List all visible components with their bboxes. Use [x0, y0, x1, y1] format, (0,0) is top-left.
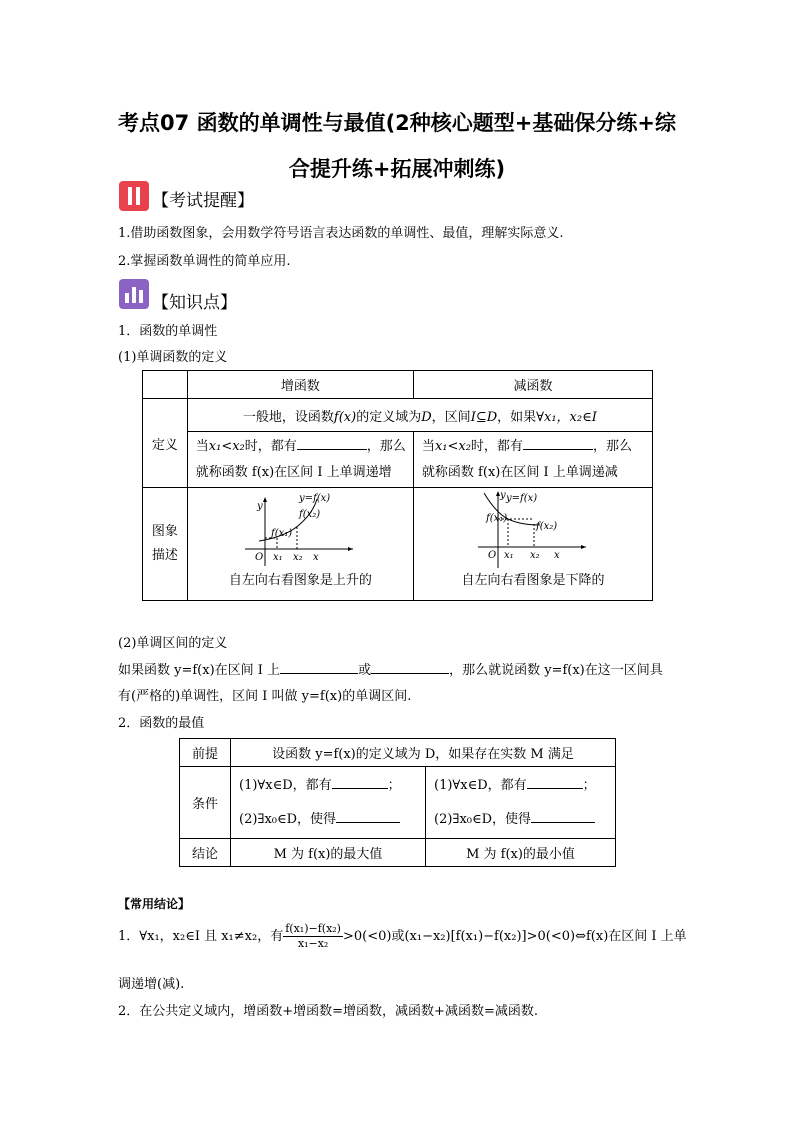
conclusion-1-cont: 调递增(减).: [118, 977, 185, 992]
conclusion-max: M 为 f(x)的最大值: [231, 839, 426, 867]
label-dec-fx1: f(x₁): [485, 513, 508, 524]
interval-blank-1: [280, 661, 358, 674]
common-text-g: ，如果∀: [497, 409, 544, 425]
label-dec-yfx: y=f(x): [505, 493, 538, 504]
label-dec-x2: x₂: [529, 550, 540, 561]
row-label-condition: 条件: [180, 767, 231, 839]
dec-text-c: 时，都有: [470, 438, 523, 454]
conclusion-1-text-a: 1．∀x₁，x₂∈I 且 x₁≠x₂，有: [118, 929, 284, 944]
conclusions-heading: 【常用结论】: [118, 897, 191, 911]
row-label-conclusion: 结论: [180, 839, 231, 867]
conclusion-min: M 为 f(x)的最小值: [426, 839, 616, 867]
row-label-definition: 定义: [143, 399, 188, 488]
cond-min-2a: (2)∃x₀∈D，使得: [434, 811, 532, 827]
increasing-graph: [245, 491, 355, 567]
label-inc-y: y: [257, 501, 263, 512]
inc-blank: [297, 437, 367, 450]
extremum-table: [179, 738, 616, 867]
knowledge-icon: [119, 279, 149, 309]
condition-min: [426, 767, 616, 839]
cond-min-blank-1: [527, 776, 583, 789]
graph-decreasing-cell: [413, 488, 652, 601]
subheading-monotonic-def: (1)单调函数的定义: [118, 350, 228, 365]
graph-increasing-cell: [187, 488, 413, 601]
common-text-f: I⊆D: [470, 409, 498, 425]
interval-paragraph: [118, 658, 688, 710]
label-inc-O: O: [255, 552, 264, 563]
frac-denominator: x₁−x₂: [297, 937, 329, 950]
title-line-1: 考点07 函数的单调性与最值(2种核心题型+基础保分练+综: [118, 111, 676, 135]
caption-decreasing: 自左向右看图象是下降的: [461, 573, 605, 588]
label-dec-O: O: [487, 550, 497, 561]
cond-max-blank-1: [332, 776, 388, 789]
conclusion-1: [118, 922, 688, 951]
conclusion-2: 2．在公共定义域内，增函数+增函数=增函数，减函数+减函数=减函数.: [118, 1004, 538, 1019]
header-decreasing: 减函数: [413, 371, 652, 399]
label-inc-fx2: f(x₂): [299, 509, 321, 520]
reminder-icon: [119, 181, 149, 211]
label-dec-x: x: [553, 550, 560, 561]
definition-decreasing: [413, 432, 652, 488]
dec-text-b: x₁<x₂: [434, 438, 471, 454]
cond-min-1a: (1)∀x∈D，都有: [434, 777, 527, 793]
condition-max: [231, 767, 426, 839]
inc-text-a: 当: [195, 438, 209, 454]
interval-text-c: ，那么就说函数 y=f(x)在这一区间具: [449, 663, 663, 678]
definition-increasing: [187, 432, 413, 488]
reminder-item-2: 2.掌握函数单调性的简单应用.: [118, 254, 291, 269]
subheading-monotonicity: 1．函数的单调性: [118, 324, 218, 339]
interval-blank-2: [371, 661, 449, 674]
label-dec-y: y: [499, 490, 506, 501]
label-inc-yfx: y=f(x): [299, 493, 331, 504]
definition-common: [187, 399, 652, 432]
label-dec-x1: x₁: [503, 550, 514, 561]
page-title: [100, 100, 694, 192]
cond-max-2a: (2)∃x₀∈D，使得: [239, 811, 337, 827]
conclusion-1-text-b: >0(<0)或(x₁−x₂)[f(x₁)−f(x₂)]>0(<0)⇔f(x)在区间 I 上单: [342, 929, 687, 944]
inc-text-line2: 就称函数 f(x)在区间 I 上单调递增: [195, 464, 392, 480]
reminder-item-1: 1.借助函数图象，会用数学符号语言表达函数的单调性、最值，理解实际意义.: [118, 226, 564, 241]
table1-corner: [143, 371, 188, 399]
label-inc-x: x: [313, 552, 319, 563]
interval-text-line2: 有(严格的)单调性，区间 I 叫做 y=f(x)的单调区间.: [118, 689, 412, 704]
label-inc-x2: x₂: [293, 552, 303, 563]
common-text-c: 的定义域为: [356, 409, 422, 425]
title-line-2: 合提升练+拓展冲刺练): [288, 157, 506, 181]
interval-text-b: 或: [358, 663, 372, 678]
common-text-d: D: [421, 409, 432, 425]
cond-min-blank-2: [531, 810, 595, 823]
inc-text-c: 时，都有: [244, 438, 297, 454]
monotonic-definition-table: [142, 370, 653, 601]
dec-blank: [523, 437, 593, 450]
subheading-interval-def: (2)单调区间的定义: [118, 636, 228, 651]
dec-text-line2: 就称函数 f(x)在区间 I 上单调递减: [421, 464, 618, 480]
section-heading-knowledge: 【知识点】: [152, 293, 237, 313]
cond-max-1b: ；: [387, 777, 401, 793]
row-label-graph: [143, 488, 188, 601]
dec-text-a: 当: [421, 438, 435, 454]
premise-text: 设函数 y=f(x)的定义域为 D，如果存在实数 M 满足: [231, 739, 616, 767]
row-label-graph-2: 描述: [151, 548, 178, 563]
inc-text-b: x₁<x₂: [208, 438, 245, 454]
common-text-a: 一般地，设函数: [242, 409, 334, 425]
caption-increasing: 自左向右看图象是上升的: [228, 573, 372, 588]
common-text-b: f(x): [333, 409, 357, 425]
inc-text-d: ，那么: [366, 438, 406, 454]
section-heading-reminder: 【考试提醒】: [152, 191, 254, 211]
difference-quotient: [283, 922, 343, 951]
cond-min-1b: ；: [582, 777, 596, 793]
common-text-e: ，区间: [431, 409, 471, 425]
header-increasing: 增函数: [187, 371, 413, 399]
frac-numerator: f(x₁)−f(x₂): [285, 922, 341, 935]
label-dec-fx2: f(x₂): [535, 521, 558, 532]
cond-max-1a: (1)∀x∈D，都有: [239, 777, 332, 793]
cond-max-blank-2: [336, 810, 400, 823]
common-text-h: x₁，x₂∈I: [544, 409, 597, 425]
row-label-graph-1: 图象: [151, 524, 178, 539]
subheading-extremum: 2．函数的最值: [118, 716, 205, 731]
dec-text-d: ，那么: [592, 438, 632, 454]
interval-text-a: 如果函数 y=f(x)在区间 I 上: [118, 663, 281, 678]
label-inc-fx1: f(x₁): [271, 528, 293, 539]
row-label-premise: 前提: [180, 739, 231, 767]
decreasing-graph: [478, 489, 588, 569]
label-inc-x1: x₁: [273, 552, 283, 563]
